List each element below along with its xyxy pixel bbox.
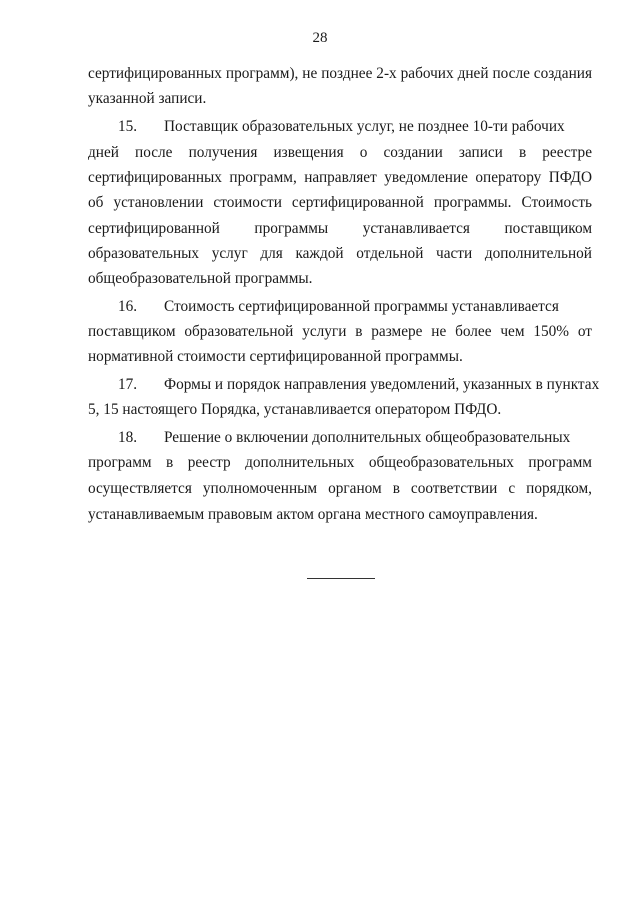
paragraph-line: указанной записи. — [88, 90, 207, 107]
page-number: 28 — [312, 30, 328, 46]
paragraph-line: образовательных услуг для каждой отдельной части дополнительной — [88, 245, 592, 262]
paragraph-line: сертифицированных программ), не позднее 2-х рабочих дней после создания — [88, 65, 592, 82]
end-rule — [307, 578, 375, 579]
paragraph-line: общеобразовательной программы. — [88, 270, 313, 287]
paragraph-line: сертифицированной программы устанавливается поставщиком — [88, 220, 592, 237]
paragraph-line: дней после получения извещения о создании записи в реестре — [88, 144, 592, 161]
item-number: 18. — [118, 429, 138, 446]
paragraph-line: сертифицированных программ, направляет уведомление оператору ПФДО — [88, 169, 592, 186]
item-number: 17. — [118, 376, 138, 393]
paragraph-line: Стоимость сертифицированной программы устанавливается — [164, 298, 559, 315]
paragraph-line: поставщиком образовательной услуги в размере не более чем 150% от — [88, 323, 592, 340]
item-16-first-line — [118, 297, 592, 317]
paragraph-line: об установлении стоимости сертифицированной программы. Стоимость — [88, 194, 592, 211]
paragraph-line: нормативной стоимости сертифицированной программы. — [88, 348, 463, 365]
paragraph-line: Поставщик образовательных услуг, не позднее 10-ти рабочих — [164, 118, 565, 135]
item-18-first-line — [118, 428, 592, 448]
item-number: 16. — [118, 298, 138, 315]
paragraph-line: Формы и порядок направления уведомлений, указанных в пунктах — [164, 376, 600, 393]
paragraph-line: осуществляется уполномоченным органом в соответствии с порядком, — [88, 480, 592, 497]
item-17-first-line — [118, 375, 600, 395]
item-number: 15. — [118, 118, 138, 135]
item-15-first-line — [118, 117, 592, 137]
paragraph-line: 5, 15 настоящего Порядка, устанавливается оператором ПФДО. — [88, 401, 502, 418]
paragraph-line: устанавливаемым правовым актом органа местного самоуправления. — [88, 506, 538, 523]
paragraph-line: программ в реестр дополнительных общеобразовательных программ — [88, 454, 592, 471]
paragraph-line: Решение о включении дополнительных общеобразовательных — [164, 429, 571, 446]
